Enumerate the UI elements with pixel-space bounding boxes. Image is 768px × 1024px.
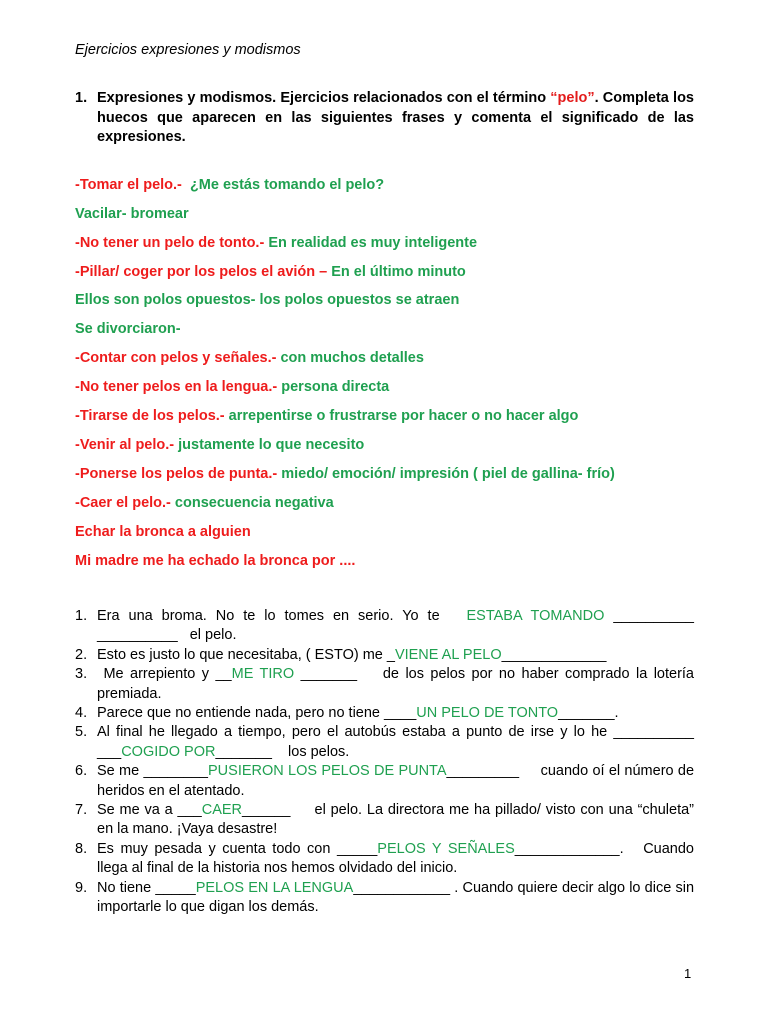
expression-term: -No tener un pelo de tonto.- — [75, 235, 265, 251]
expression-meaning: Vacilar- bromear — [75, 206, 189, 222]
exercise-number: 8. — [75, 840, 88, 857]
sentence-fragment: ___ — [604, 608, 638, 624]
expression-term: -Tomar el pelo.- — [75, 177, 182, 193]
sentence-fragment: Esto es justo lo que necesitaba, ( ESTO) me _ — [97, 646, 395, 663]
sentence-fragment: Me arrepiento y __ — [97, 666, 232, 683]
exercise-number: 1. — [75, 608, 88, 624]
exercise-number: 2. — [75, 646, 88, 663]
expression-meaning: justamente lo que necesito — [174, 437, 365, 453]
exercise-text — [97, 704, 694, 723]
question-number: 1. — [75, 90, 88, 106]
sentence-fragment: Al final he llegado a tiempo, pero el autobús estaba a punto de irse y lo he __________ ___ — [97, 724, 699, 760]
expression-line — [75, 291, 715, 309]
exercise-item — [75, 879, 699, 918]
exercise-text — [97, 801, 699, 840]
expression-meaning: ¿Me estás tomando el pelo? — [181, 177, 385, 193]
answer-text: PELOS EN LA LENGUA — [195, 879, 354, 896]
sentence-fragment: Parece que no entiende nada, pero no tiene ____ — [97, 705, 417, 722]
exercise-text — [97, 762, 699, 801]
expression-line — [75, 234, 715, 252]
expression-term: -Venir al pelo.- — [75, 437, 175, 453]
sentence-fragment: ______ el pelo. La directora me ha pillado/ visto con una “chuleta” en la mano. ¡Vaya desastre! — [97, 802, 699, 838]
exercise-number: 6. — [75, 763, 88, 780]
expression-meaning: consecuencia negativa — [170, 495, 334, 511]
answer-text: CAER — [201, 802, 243, 819]
exercise-text — [97, 840, 699, 879]
sentence-fragment: _______ los pelos. — [215, 743, 350, 760]
exercise-text — [97, 723, 699, 762]
expression-meaning: En el último minuto — [327, 264, 466, 280]
exercise-list — [75, 607, 699, 918]
expression-line — [75, 349, 715, 367]
answer-text: COGIDO POR — [121, 743, 216, 760]
question-text: Expresiones y modismos. Ejercicios relacionados con el término “pelo”. Completa los huecos que aparecen en las siguientes frases y comenta el significado de las expresiones. — [97, 90, 694, 145]
highlighted-term: “pelo” — [550, 90, 595, 106]
exercise-number: 9. — [75, 879, 88, 896]
expression-meaning: Ellos son polos opuestos- los polos opuestos se atraen — [75, 292, 460, 308]
sentence-fragment: Era una broma. No te lo tomes en serio. Yo te — [97, 608, 467, 624]
expression-term: -Ponerse los pelos de punta.- — [75, 466, 278, 482]
sentence-fragment: Se me va a ___ — [97, 802, 202, 819]
exercise-item — [75, 704, 694, 723]
sentence-fragment: _______. — [558, 705, 619, 722]
expression-term: Echar la bronca a alguien — [75, 524, 251, 540]
sentence-fragment: _________ cuando oí el número de heridos en el atentado. — [97, 763, 699, 799]
expression-line — [75, 436, 715, 454]
sentence-fragment: Se me ________ — [97, 763, 208, 780]
exercise-item — [75, 840, 699, 879]
expression-line — [75, 263, 715, 281]
expression-line — [75, 465, 715, 483]
exercise-text — [97, 607, 699, 646]
expression-meaning: arrepentirse o frustrarse por hacer o no hacer algo — [224, 408, 579, 424]
exercise-number: 7. — [75, 802, 88, 819]
expression-term: -Caer el pelo.- — [75, 495, 171, 511]
exercise-number: 4. — [75, 705, 88, 722]
exercise-number: 5. — [75, 724, 88, 741]
expression-line — [75, 378, 715, 396]
expression-term: -No tener pelos en la lengua.- — [75, 379, 278, 395]
exercise-item — [75, 762, 699, 801]
sentence-fragment: _______ __________ el pelo. — [97, 608, 699, 644]
answer-text: ESTABA TOMANDO — [466, 608, 605, 624]
expression-term: -Pillar/ coger por los pelos el avión – — [75, 264, 328, 280]
expression-meaning: persona directa — [277, 379, 390, 395]
answer-text: PUSIERON LOS PELOS DE PUNTA — [208, 763, 447, 780]
expression-term: -Tirarse de los pelos.- — [75, 408, 225, 424]
expression-term: -Contar con pelos y señales.- — [75, 350, 277, 366]
sentence-fragment: ____________ . Cuando quiere decir algo lo dice sin importarle lo que digan los demás. — [97, 879, 699, 916]
expression-line — [75, 320, 715, 338]
expression-line — [75, 552, 715, 570]
exercise-item — [75, 723, 699, 762]
expression-line — [75, 494, 715, 512]
answer-text: UN PELO DE TONTO — [416, 705, 559, 722]
page-number: 1 — [684, 966, 692, 981]
expression-line — [75, 205, 715, 223]
sentence-fragment: Es muy pesada y cuenta todo con _____ — [97, 840, 378, 857]
sentence-fragment: _______ de los pelos por no haber comprado la lotería premiada. — [97, 666, 699, 702]
exercise-item — [75, 646, 694, 665]
exercise-text — [97, 646, 694, 665]
exercise-item — [75, 801, 699, 840]
exercise-item — [75, 607, 699, 646]
sentence-fragment: No tiene _____ — [97, 879, 196, 896]
expression-line — [75, 523, 715, 541]
exercise-item — [75, 665, 699, 704]
expression-meaning: miedo/ emoción/ impresión ( piel de gallina- frío) — [277, 466, 615, 482]
question-1 — [75, 89, 694, 148]
expression-line — [75, 176, 715, 194]
sentence-fragment: _____________ — [501, 646, 607, 663]
expression-line — [75, 407, 715, 425]
answer-text: ME TIRO — [231, 666, 295, 683]
document-title: Ejercicios expresiones y modismos — [75, 42, 301, 58]
expression-meaning: con muchos detalles — [276, 350, 424, 366]
exercise-text — [97, 665, 699, 704]
exercise-number: 3. — [75, 666, 88, 683]
sentence-fragment: _____________. Cuando llega al final de la historia nos hemos olvidado del inicio. — [97, 840, 699, 877]
expression-meaning: Se divorciaron- — [75, 321, 181, 337]
answer-text: VIENE AL PELO — [394, 646, 502, 663]
answer-text: PELOS Y SEÑALES — [377, 840, 515, 857]
exercise-text — [97, 879, 699, 918]
expression-term: Mi madre me ha echado la bronca por .... — [75, 553, 356, 569]
expression-meaning: En realidad es muy inteligente — [264, 235, 478, 251]
